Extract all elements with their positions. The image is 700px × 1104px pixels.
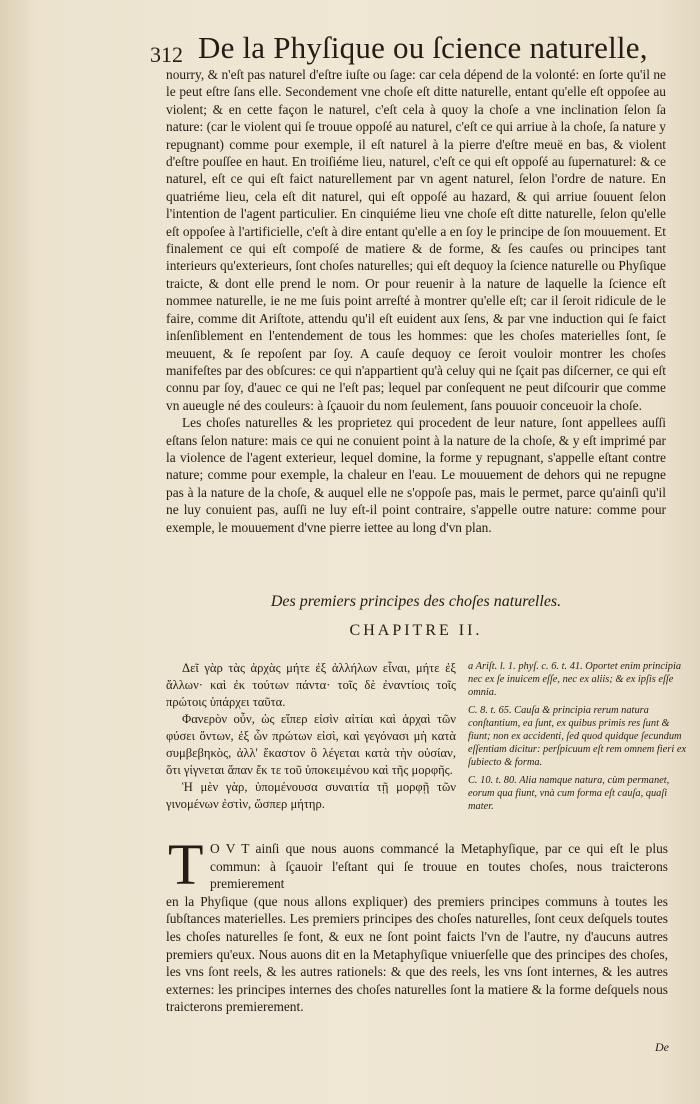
body-text	[166, 66, 666, 536]
page-number: 312	[150, 42, 183, 67]
greek-paragraph: Ἡ μὲν γὰρ, ὑπομένουσα συναιτία τῇ μορφῇ τῶν γινομένων ἐστὶν, ὥσπερ μήτηρ.	[166, 780, 456, 811]
closing-first-line: O V T ainſi que nous auons commancé la Metaphyſique, par ce qui eſt le plus commun: à ſçauoir l'eſtant qui ſe trouue en toutes choſes, nous traicterons premierement	[210, 841, 668, 892]
margin-notes	[468, 660, 690, 817]
greek-paragraph: Δεῖ γὰρ τὰς ἀρχὰς μήτε ἐξ ἀλλήλων εἶναι, μήτε ἐξ ἄλλων· καὶ ἐκ τούτων πάντα· τοῖς δὲ ἐναντίοις τοῖς πρώτοις ὑπάρχει ταῦτα.	[166, 661, 456, 709]
margin-note: C. 8. t. 65. Cauſa & principia rerum natura conſtantium, ea ſunt, ex quibus primis res ſunt & fiunt; non ex accidenti, ſed quod quidque ſecundum eſſentiam dicitur: perſpicuum eſt rem omnem fieri ex ſubiecto & forma.	[468, 704, 687, 769]
margin-note: C. 10. t. 80. Alia namque natura, cùm permanet, eorum qua fiunt, vnà cum forma eſt cauſa, quaſi mater.	[468, 774, 670, 813]
closing-paragraph	[166, 840, 668, 1016]
page-header	[150, 26, 650, 70]
body-paragraph: nourry, & n'eſt pas naturel d'eſtre iuſte ou ſage: car cela dépend de la volonté: en ſorte qu'il ne le peut eſtre ſans elle. Secondement vne choſe eſt ditte naturelle, entant qu'elle eſt oppoſee au violent; & en cette façon le naturel, c'eſt cela à quoy la choſe a vne inclination ſelon ſa nature: (car le violent qui ſe trouue oppoſé au naturel, c'eſt ce qui arriue à la choſe, ſa nature y repugnant) comme pour exemple, il eſt naturel à la pierre d'eſtre meuë en bas, & violent d'eſtre pouſſee en haut. En troiſiéme lieu, naturel, c'eſt ce qui eſt oppoſé au ſupernaturel: & ce naturel, eſt ce qui eſt faict naturellement par vn agent naturel, ſelon l'ordre de nature. En quatriéme lieu, cela eſt dit naturel, qui eſt oppoſé au hazard, & qui arriue ſouuent ſelon l'intention de l'agent particulier. En cinquiéme lieu vne choſe eſt ditte naturelle, ſelon qu'elle eſt oppoſee à l'artificielle, c'eſt à dire entant qu'elle a en ſoy le principe de ſon mouuement. Et finalement ce qui eſt compoſé de matiere & de forme, & ſes cauſes ou principes tant interieurs qu'exterieurs, ſont choſes naturelles; qui eſt dequoy la ſcience naturelle ou Phyſique traicte, & dont elle prend le nom. Or pour reuenir à la nature de laquelle la ſcience eſt nommee naturelle, ie ne me ſuis point arreſté à montrer qu'elle eſt; car il ſeroit ridicule de le faire, comme dit Ariſtote, attendu qu'il eſt euident aux ſens, & par vne induction qui ſe faict inſenſiblement en l'entendement de tous les hommes: que les choſes materielles ſont, ſe meuuent, & ſe repoſent par ſoy. A cauſe dequoy ce ſeroit vouloir montrer les choſes manifeſtes par des obſcures: ce qui n'appartient qu'à celuy qui ne ſçait pas diſcerner, ce qui eſt connu par ſoy, d'auec ce qui ne l'eſt pas; lequel par conſequent ne peut diſcourir que comme vn aueugle né des couleurs: à ſçauoir du nom ſeulement, ſans pouuoir conceuoir la choſe.	[166, 67, 666, 413]
closing-rest: en la Phyſique (que nous allons expliquer) des premiers principes communs à toutes les ſubſtances materielles. Les premiers principes des choſes naturelles, ſont ceux deſquels toutes les choſes naturelles ſe font, & eux ne ſont point faicts l'vn de l'autre, ny d'aucuns autres premiers qu'eux. Nous auons dit en la Metaphyſique vniuerſelle que des principes des choſes, les vns ſont reels, & les autres rationels: & que des reels, les vns ſont internes, & les autres externes: les principes internes des choſes naturelles ſont la matiere & la forme deſquels nous traicterons premierement.	[166, 893, 668, 1015]
chapter-title: CHAPITRE II.	[349, 622, 483, 639]
drop-cap: T	[168, 832, 204, 897]
greek-paragraph: Φανερὸν οὖν, ὡς εἴπερ εἰσὶν αἰτίαι καὶ ἀρχαὶ τῶν φύσει ὄντων, ἐξ ὧν πρώτων εἰσὶ, καὶ γεγόνασι μὴ κατὰ συμβεβηκὸς, ἀλλ' ἕκαστον ὃ λέγεται κατὰ τὴν οὐσίαν, ὅτι γίγνεται ἅπαν ἔκ τε τοῦ ὑποκειμένου καὶ τῆς μορφῆς.	[166, 712, 456, 777]
greek-quotation	[166, 660, 456, 813]
section-title: Des premiers principes des choſes naturelles.	[270, 593, 562, 610]
catchword: De	[655, 1040, 669, 1054]
running-title: De la Phyſique ou ſcience naturelle,	[198, 30, 648, 65]
body-paragraph: Les choſes naturelles & les proprietez qui procedent de leur nature, ſont appellees auſſi eſtans ſelon nature: mais ce qui ne conuient point à la nature de la choſe, & y eſt imprimé par la violence de l'agent exterieur, lequel domine, la forme y repugnant, s'appelle eſtant contre nature; comme pour exemple, la chaleur en l'eau. Le mouuement de dehors qui ne repugne pas à la nature de la choſe, & auquel elle ne s'oppoſe pas, mais le permet, parce qu'ainſi qu'il ne luy conuient pas, auſſi ne luy eſt-il point contraire, s'appelle outre nature: comme pour exemple, le mouuement d'vne pierre iettee au long d'vn plan.	[166, 415, 666, 535]
margin-note: a Ariſt. l. 1. phyſ. c. 6. t. 41. Oportet enim principia nec ex ſe inuicem eſſe, nec ex aliis; & ex ipſis eſſe omnia.	[468, 661, 682, 699]
